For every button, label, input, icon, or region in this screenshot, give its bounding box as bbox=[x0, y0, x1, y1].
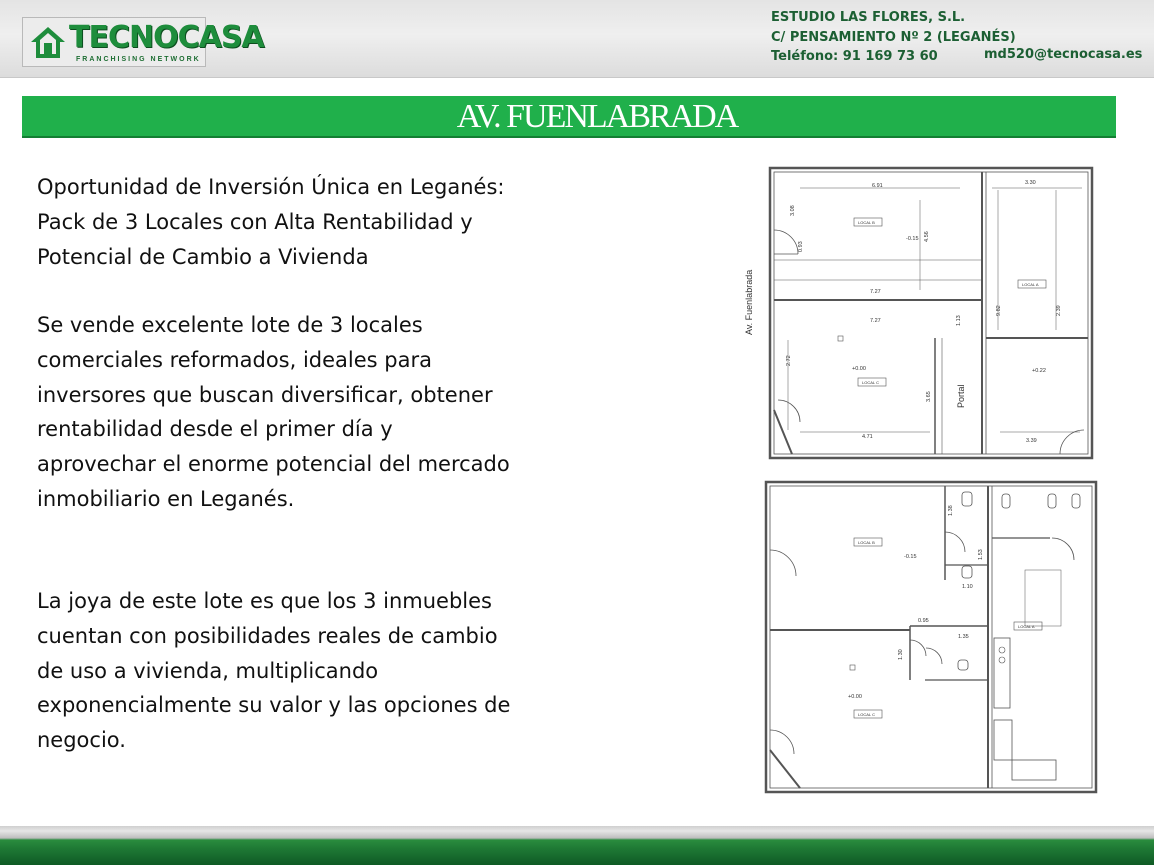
paragraph-line: de uso a vivienda, multiplicando bbox=[37, 658, 379, 683]
brand-tagline: FRANCHISING NETWORK bbox=[76, 56, 201, 63]
paragraph-line: exponencialmente su valor y las opciones de bbox=[37, 693, 511, 718]
room-label: LOCAL C bbox=[858, 712, 875, 717]
dimension-label: 3.39 bbox=[1026, 438, 1037, 444]
dimension-label: 2.39 bbox=[1056, 305, 1062, 316]
brand-logo[interactable] bbox=[22, 17, 264, 67]
title-bar bbox=[22, 96, 1116, 138]
company-email[interactable]: md520@tecnocasa.es bbox=[984, 47, 1143, 62]
footer-bar bbox=[0, 826, 1154, 865]
paragraph-line: comerciales reformados, ideales para bbox=[37, 347, 432, 372]
floor-plan-lower bbox=[766, 482, 1096, 792]
dimension-label: 9.82 bbox=[996, 305, 1002, 316]
portal-label: Portal bbox=[956, 384, 966, 408]
company-info bbox=[771, 8, 1016, 67]
dimension-label: 0.95 bbox=[918, 618, 929, 624]
room-label: LOCAL A bbox=[1018, 624, 1035, 629]
dimension-label: 4.71 bbox=[862, 434, 873, 440]
level-label: +0.22 bbox=[1032, 368, 1046, 374]
paragraph-line: cuentan con posibilidades reales de cambio bbox=[37, 623, 498, 648]
dimension-label: 3.08 bbox=[790, 205, 796, 216]
headline-line: Oportunidad de Inversión Única en Leganés: bbox=[37, 175, 505, 199]
headline bbox=[37, 170, 597, 274]
level-label: -0.15 bbox=[906, 236, 919, 242]
paragraph-highlight bbox=[37, 584, 597, 758]
level-label: -0.15 bbox=[904, 554, 917, 560]
company-address: C/ PENSAMIENTO Nº 2 (LEGANÉS) bbox=[771, 29, 1016, 45]
floor-plan bbox=[730, 160, 1110, 800]
room-label: LOCAL A bbox=[1022, 282, 1039, 287]
dimension-label: 1.13 bbox=[956, 315, 962, 326]
room-label: LOCAL C bbox=[862, 380, 879, 385]
level-label: +0.00 bbox=[848, 694, 862, 700]
dimension-label: 1.38 bbox=[948, 505, 954, 516]
paragraph-line: aprovechar el enorme potencial del mercado bbox=[37, 452, 510, 477]
dimension-label: 1.10 bbox=[962, 584, 973, 590]
paragraph-line: negocio. bbox=[37, 728, 126, 753]
street-label: Av. Fuenlabrada bbox=[744, 269, 754, 335]
dimension-label: 3.65 bbox=[926, 391, 932, 402]
dimension-label: 7.27 bbox=[870, 318, 881, 324]
dimension-label: 1.53 bbox=[978, 549, 984, 560]
floor-plan-upper bbox=[770, 168, 1092, 458]
company-phone: Teléfono: 91 169 73 60 bbox=[771, 49, 938, 64]
dimension-label: 6.91 bbox=[872, 183, 883, 189]
dimension-label: 1.35 bbox=[958, 634, 969, 640]
company-name: ESTUDIO LAS FLORES, S.L. bbox=[771, 10, 966, 25]
brand-name: TECNOCASA bbox=[69, 20, 264, 55]
house-icon bbox=[29, 25, 67, 61]
floor-plan-lower-labels bbox=[848, 505, 1035, 717]
room-label: LOCAL B bbox=[858, 220, 875, 225]
level-label: +0.00 bbox=[852, 366, 866, 372]
dimension-label: 4.56 bbox=[924, 231, 930, 242]
headline-line: Potencial de Cambio a Vivienda bbox=[37, 244, 369, 269]
paragraph-line: rentabilidad desde el primer día y bbox=[37, 417, 393, 442]
header bbox=[0, 0, 1154, 78]
dimension-label: 3.30 bbox=[1025, 180, 1036, 186]
page-title: AV. FUENLABRADA bbox=[456, 98, 738, 135]
room-label: LOCAL B bbox=[858, 540, 875, 545]
dimension-label: 1.30 bbox=[898, 649, 904, 660]
dimension-label: 2.72 bbox=[786, 355, 792, 366]
dimension-label: 7.27 bbox=[870, 289, 881, 295]
paragraph-line: Se vende excelente lote de 3 locales bbox=[37, 313, 423, 337]
dimension-label: 0.93 bbox=[798, 241, 804, 252]
paragraph-line: La joya de este lote es que los 3 inmuebles bbox=[37, 589, 492, 613]
paragraph-line: inversores que buscan diversificar, obtener bbox=[37, 382, 493, 407]
paragraph-intro bbox=[37, 308, 597, 517]
paragraph-line: inmobiliario en Leganés. bbox=[37, 486, 295, 511]
headline-line: Pack de 3 Locales con Alta Rentabilidad y bbox=[37, 209, 473, 234]
